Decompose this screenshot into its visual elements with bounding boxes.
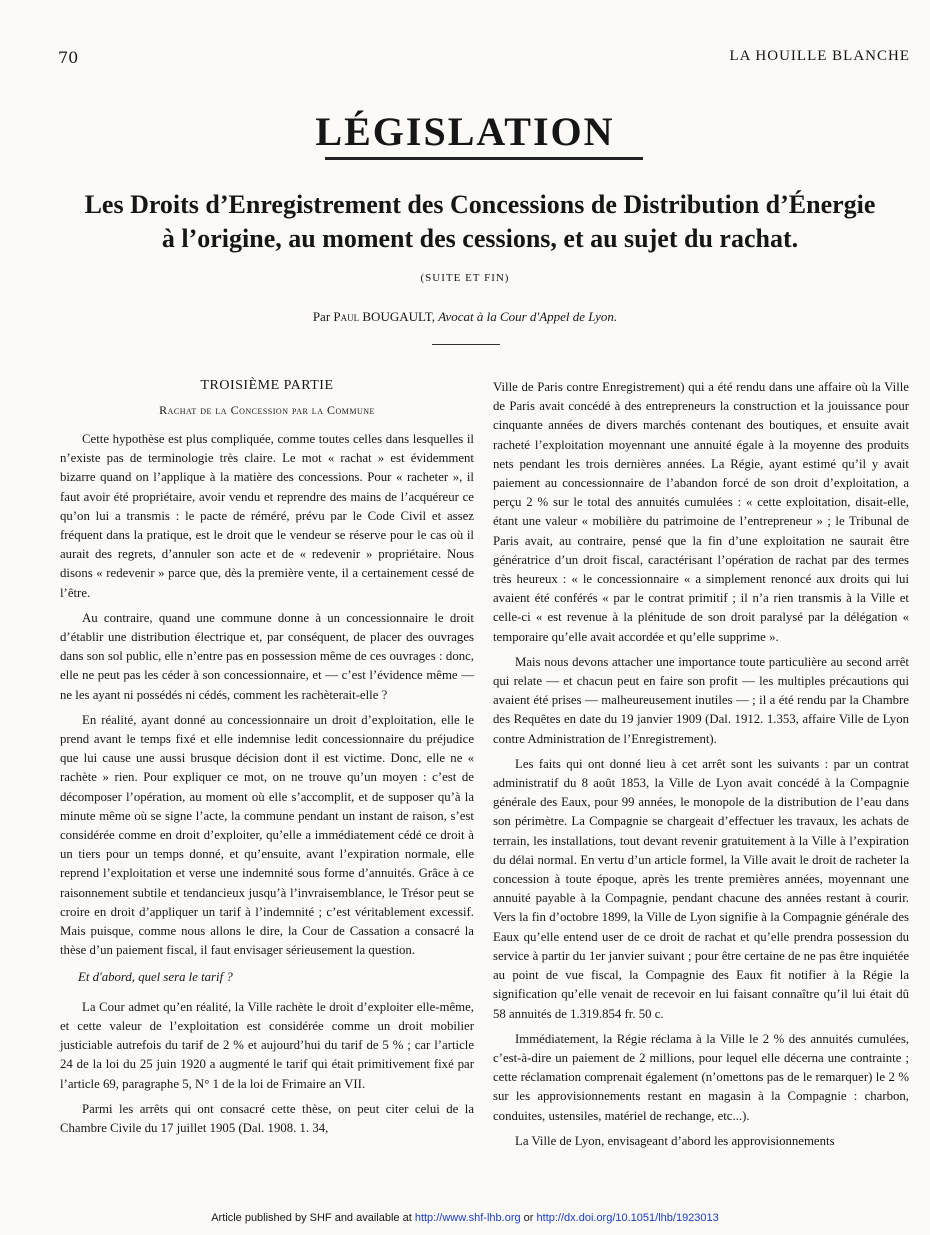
- paragraph: Cette hypothèse est plus compliquée, comme toutes celles dans lesquelles il n’existe pas de terminologie très claire. Le mot « rachat » est évidemment bizarre quand on l’applique à la matière des concessions. Pour « racheter », il faut avoir été propriétaire, avoir vendu et reprendre des mains de l’acquéreur ce qu’on lui a transmis : le pacte de réméré, prévu par le Code Civil et assez fréquent dans la pratique, est le droit que le vendeur se réserve pour le cas où il aurait des regrets, d’annuler son acte et de « redevenir » propriétaire. Nous disons « redevenir » parce que, dès la première vente, il a certainement cessé de l’être.: [60, 432, 474, 600]
- paragraph: Au contraire, quand une commune donne à un concessionnaire le droit d’établir une distribution électrique et, par conséquent, de placer des ouvrages dans son sol public, elle n’entre pas en possession même de ces ouvrages : donc, elle ne peut pas les céder à son concessionnaire, et — c’est l’évidence même — ne les ayant ni possédés ni cédés, comment les rachèterait-elle ?: [60, 610, 474, 702]
- byline-rule: [432, 344, 500, 345]
- part-heading: TROISIÈME PARTIE: [200, 378, 334, 393]
- footer: [0, 1212, 930, 1224]
- paragraph: Mais nous devons attacher une importance toute particulière au second arrêt qui relate — et chacun peut en faire son profit — les multiples précautions qui avaient été prises — malheureusement inutiles — ; il a été rendu par la Chambre des Requêtes en date du 19 janvier 1909 (Dal. 1912. 1.353, affaire Ville de Lyon contre Administration de l’Enregistrement).: [493, 654, 909, 746]
- byline: [0, 309, 930, 325]
- question-heading: Et d'abord, quel sera le tarif ?: [78, 970, 233, 985]
- section-title: LÉGISLATION: [315, 109, 615, 154]
- author-role: Avocat à la Cour d'Appel de Lyon.: [438, 309, 618, 324]
- page-number: 70: [58, 48, 79, 67]
- article-title: [30, 188, 930, 256]
- footer-text: Article published by SHF and available at: [211, 1212, 412, 1224]
- running-head: LA HOUILLE BLANCHE: [729, 48, 910, 64]
- paragraph: La Cour admet qu’en réalité, la Ville rachète le droit d’exploiter elle-même, et cette valeur de l’exploitation est considérée comme un droit mobilier justiciable autrefois du tarif de 2 % et aujourd’hui du tarif de 5 % ; car l’article 24 de la loi du 25 juin 1920 a augmenté le tarif qui était primitivement fixé par l’article 69, paragraphe 5, N° 1 de la loi de Frimaire an VII.: [60, 999, 474, 1091]
- left-column: [60, 378, 474, 1144]
- paragraph: Parmi les arrêts qui ont consacré cette thèse, on peut citer celui de la Chambre Civile du 17 juillet 1905 (Dal. 1908. 1. 34,: [60, 1101, 474, 1135]
- paragraph: Les faits qui ont donné lieu à cet arrêt sont les suivants : par un contrat administratif du 8 août 1853, la Ville de Lyon avait concédé à la Compagnie générale des Eaux, pour 99 années, le monopole de la distribution de l’eau dans son périmètre. La Compagnie se chargeait d’effectuer les travaux, les achats de terrain, les installations, tout devant revenir gratuitement à la Ville à l’expiration du délai normal. En vertu d’un article formel, la Ville avait le droit de racheter la concession à toute époque, après les trente premières années, moyennant une annuité payable à la Compagnie, pendant chacune des années restant à courir. Vers la fin d’octobre 1899, la Ville de Lyon signifie à la Compagnie générale des Eaux qu’elle entend user de ce droit de rachat et qu’elle prendra possession du service à partir du 1er janvier suivant ; pour être certaine de ne pas être inquiétée au point de vue fiscal, la Compagnie des Eaux fit notifier à la Régie la signification qu’elle venait de recevoir en lui faisant connaître qu’il lui était dû 58 annuités de 1.319.854 fr. 50 c.: [493, 756, 909, 1021]
- paragraph: En réalité, ayant donné au concessionnaire un droit d’exploitation, elle le prend avant le temps fixé et elle indemnise ledit concessionnaire du préjudice que lui cause une aussi brusque décision dont il est victime. Donc, elle ne « rachète » rien. Pour expliquer ce mot, on ne trouve qu’un moyen : c’est de décomposer l’opération, au moment où elle s’accomplit, et de supposer qu’à la minute même où se signe l’acte, la commune pendant un instant de raison, s’est considérée comme en droit d’exploiter, qu’elle a immédiatement cédé ce droit à un tiers pour un temps donné, et qu’ensuite, avant l’expiration normale, elle reprend l’exploitation et verse une indemnité sous forme d’annuités. Grâce à ce raisonnement subtile et tendancieux jusqu’à l’invraisemblance, le Trésor peut se croire en droit d’appliquer un tarif à l’indemnité ; c’est véritablement excessif. Mais puisque, comme nous allons le dire, la Cour de Cassation a consacré la thèse d’un paiement fiscal, il faut envisager sérieusement la question.: [60, 712, 474, 958]
- author-name: Paul BOUGAULT,: [333, 309, 435, 324]
- title-rule: [325, 157, 643, 160]
- paragraph: Ville de Paris contre Enregistrement) qui a été rendu dans une affaire où la Ville de Paris avait concédé à des entrepreneurs la construction et la jouissance pour cinquante années de divers marchés contenant des boutiques, et ensuite avait racheté l’exploitation moyennant une annuité égale à la moyenne des produits nets pendant les trois dernières années. La Régie, ayant estimé qu’il y avait paiement au concessionnaire de l’abandon forcé de son droit d’exploitation, a perçu 2 % sur le total des annuités cumulées : « cette exploitation, disait-elle, étant une valeur « mobilière du patrimoine de l’entrepreneur » ; le Tribunal de Paris avait, au contraire, pensé que la fin d’une exploitation ne saurait être génératrice d’un droit fiscal, caractérisant l’opération de rachat par des termes très heureux : « le concessionnaire « a simplement renoncé aux droits qui lui avaient été conférés « par le contrat primitif ; il n’a rien transmis à la Ville et celle-ci « est revenue à la plénitude de son droit paralysé par la délégation « temporaire qu’elle avait accordée et qu’elle supprime ».: [493, 380, 909, 644]
- paragraph: La Ville de Lyon, envisageant d’abord les approvisionnements: [515, 1133, 835, 1148]
- byline-prefix: Par: [312, 309, 331, 324]
- footer-link-doi[interactable]: http://dx.doi.org/10.1051/lhb/1923013: [536, 1212, 719, 1224]
- sub-heading: Rachat de la Concession par la Commune: [159, 403, 375, 417]
- article-title-line-1: Les Droits d’Enregistrement des Concessions de Distribution d’Énergie: [84, 190, 876, 219]
- footer-link-shf[interactable]: http://www.shf-lhb.org: [414, 1212, 521, 1224]
- article-subtitle: (SUITE ET FIN): [420, 272, 510, 284]
- right-column: [493, 378, 909, 1157]
- article-title-line-2: à l’origine, au moment des cessions, et au sujet du rachat.: [161, 224, 799, 253]
- paragraph: Immédiatement, la Régie réclama à la Ville le 2 % des annuités cumulées, c’est-à-dire un paiement de 2 millions, pour lequel elle décerna une contrainte ; cette réclamation comprenait également (n’omettons pas de le remarquer) le 2 % sur les approvisionnements restant en magasin à la Compagnie : charbon, conduites, ustensiles, matériel de rechange, etc...).: [493, 1031, 909, 1123]
- footer-text-or: or: [523, 1212, 534, 1224]
